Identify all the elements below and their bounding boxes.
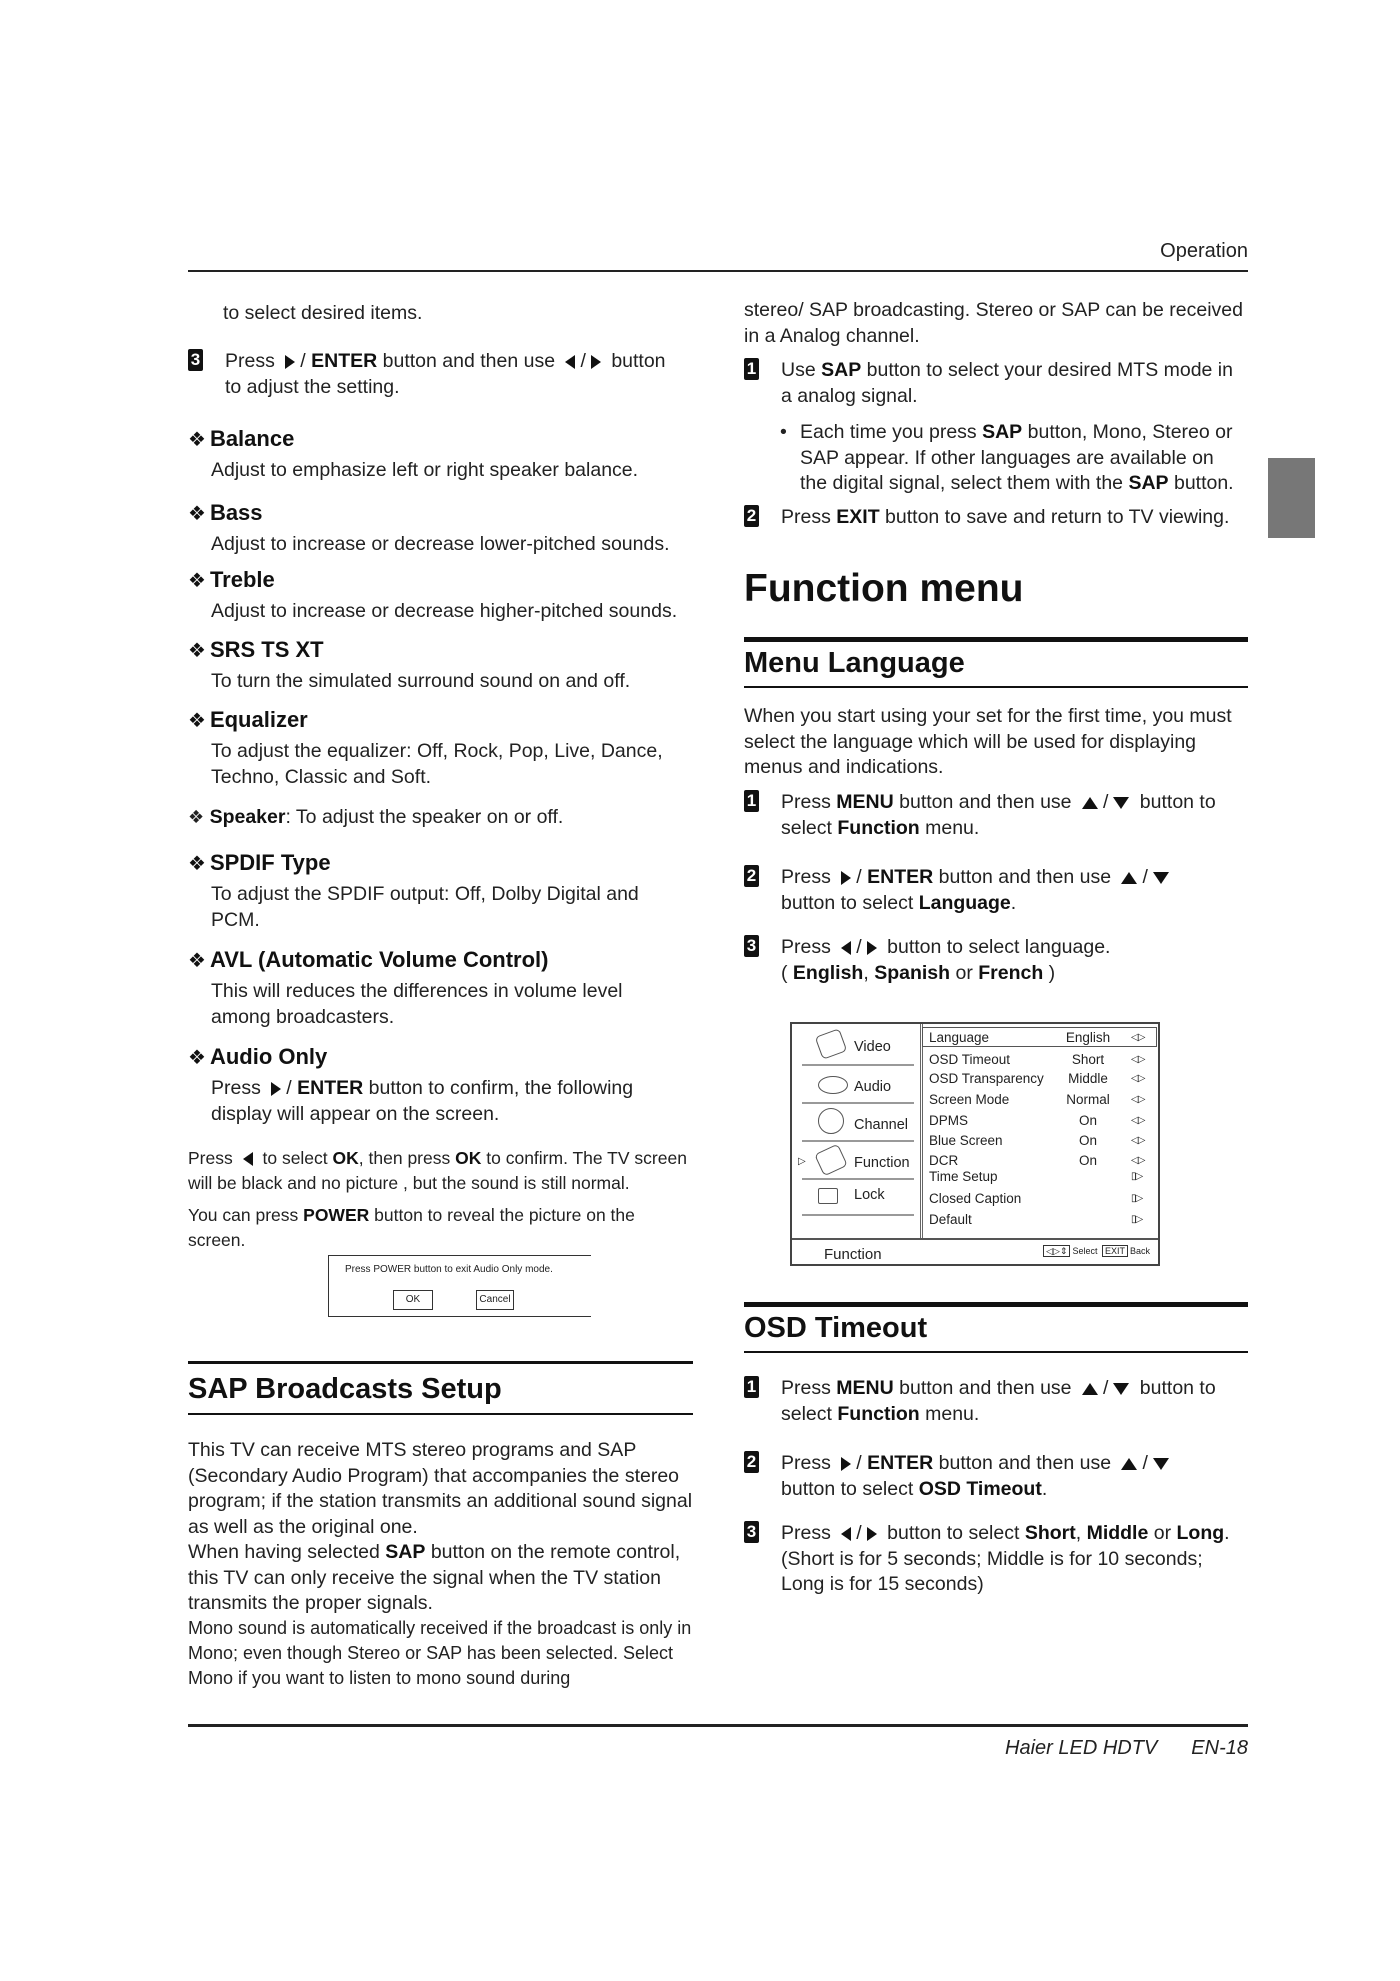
right-arrow-icon — [867, 1527, 877, 1541]
enter-key: ENTER — [311, 350, 378, 372]
navigate-arrows-icon: ◁▷⇕ — [1043, 1245, 1070, 1257]
step-text: Press — [225, 350, 275, 372]
up-arrow-icon — [1082, 797, 1098, 809]
tv-function-menu — [790, 1022, 1160, 1266]
right-arrow-icon — [867, 941, 877, 955]
tv-nav-channel[interactable]: Channel — [800, 1106, 918, 1140]
tv-menu-row[interactable]: OSD Timeout Short ◁▷ — [929, 1052, 1145, 1067]
nav-divider — [802, 1064, 914, 1066]
right-column — [744, 0, 1248, 1700]
nav-divider — [802, 1214, 914, 1216]
up-arrow-icon — [1121, 1458, 1137, 1470]
enter-submenu-icon: ▯▷ — [1131, 1193, 1143, 1204]
right-arrow-icon — [591, 355, 601, 369]
channel-icon — [818, 1108, 844, 1134]
diamond-icon: ❖ — [188, 503, 206, 525]
spdif-desc: To adjust the SPDIF output: Off, Dolby Digital and PCM. — [211, 883, 639, 931]
tv-nav-lock[interactable]: Lock — [800, 1176, 918, 1210]
enter-submenu-icon: ▯▷ — [1131, 1171, 1143, 1182]
lock-icon — [818, 1188, 838, 1204]
adjust-arrows-icon: ◁▷ — [1131, 1032, 1145, 1043]
tv-menu-row[interactable]: Blue Screen On ◁▷ — [929, 1133, 1145, 1148]
left-arrow-icon — [841, 1527, 851, 1541]
diamond-icon: ❖ — [188, 950, 206, 972]
treble-desc: Adjust to increase or decrease higher-pitched sounds. — [211, 600, 678, 622]
avl-desc: This will reduces the differences in volume level among broadcasters. — [211, 980, 623, 1028]
diamond-icon: ❖ — [188, 710, 206, 732]
step-number: 1 — [744, 358, 759, 380]
step-number: 3 — [188, 349, 203, 371]
intro-text: to select desired items. — [223, 302, 423, 324]
sap-continued: stereo/ SAP broadcasting. Stereo or SAP can be received in a Analog channel. — [744, 299, 1243, 347]
video-icon — [815, 1028, 848, 1059]
osd-step-3: 3 Press / button to select Short, Middle or Long. (Short is for 5 seconds; Middle is for 10 seconds; Long is for 15 seconds) — [744, 1521, 1247, 1598]
audio-only-title: ❖ Audio Only — [188, 1044, 328, 1069]
language-step-1: 1 Press MENU button and then use / button to select Function menu. — [744, 790, 1247, 841]
step-number: 3 — [744, 1521, 759, 1543]
step-3: 3 Press / ENTER button and then use / button to adjust the setting. — [188, 349, 695, 400]
nav-divider — [802, 1102, 914, 1104]
diamond-icon: ❖ — [188, 570, 206, 592]
audio-only-dialog — [328, 1255, 591, 1317]
tv-menu-rows — [923, 1024, 1158, 1238]
chapter-tab — [1268, 458, 1315, 538]
tv-menu-row[interactable]: Language English ◁▷ — [922, 1027, 1157, 1047]
left-column — [188, 0, 693, 1700]
adjust-arrows-icon: ◁▷ — [1131, 1094, 1145, 1105]
menu-language-heading: Menu Language — [744, 647, 965, 679]
product-name: Haier LED HDTV — [1005, 1737, 1158, 1759]
sap-heading: SAP Broadcasts Setup — [188, 1373, 502, 1405]
step-number: 2 — [744, 865, 759, 887]
tv-menu-row[interactable]: Default ▯▷ — [929, 1212, 1143, 1227]
sap-bullet: • Each time you press SAP button, Mono, Stereo or SAP appear. If other languages are available on the digital signal, select them with the SAP button. — [780, 421, 1234, 495]
sap-paragraph-1: This TV can receive MTS stereo programs and SAP (Secondary Audio Program) that accompanies the stereo program; if the station transmits an additional sound signal as well as the original one. — [188, 1439, 693, 1539]
sap-heading-underline — [188, 1413, 693, 1415]
tv-nav-audio[interactable]: Audio — [800, 1068, 918, 1102]
tv-menu-row[interactable]: DCR On ◁▷ — [929, 1153, 1145, 1168]
tv-menu-row[interactable]: DPMS On ◁▷ — [929, 1113, 1145, 1128]
step-number: 3 — [744, 935, 759, 957]
right-arrow-icon — [841, 871, 851, 885]
menu-language-bar — [744, 637, 1248, 642]
up-arrow-icon — [1121, 872, 1137, 884]
dialog-message: Press POWER button to exit Audio Only mode. — [345, 1264, 553, 1275]
tv-menu-hint: ◁▷⇕ Select EXIT Back — [1041, 1246, 1150, 1258]
step-number: 2 — [744, 1451, 759, 1473]
menu-language-intro: When you start using your set for the first time, you must select the language which will be used for displaying menus and indications. — [744, 705, 1232, 779]
left-arrow-icon — [841, 941, 851, 955]
bullet-icon: • — [780, 421, 787, 443]
osd-timeout-underline — [744, 1351, 1248, 1353]
step-number: 2 — [744, 505, 759, 527]
bass-title: ❖ Bass — [188, 500, 263, 525]
tv-menu-row[interactable]: Screen Mode Normal ◁▷ — [929, 1092, 1145, 1107]
sap-step-1: 1 Use SAP button to select your desired MTS mode in a analog signal. — [744, 358, 1247, 409]
osd-step-2: 2 Press / ENTER button and then use / button to select OSD Timeout. — [744, 1451, 1247, 1502]
treble-title: ❖ Treble — [188, 567, 275, 592]
adjust-arrows-icon: ◁▷ — [1131, 1155, 1145, 1166]
step-number: 1 — [744, 1376, 759, 1398]
adjust-arrows-icon: ◁▷ — [1131, 1115, 1145, 1126]
tv-menu-row[interactable]: Closed Caption ▯▷ — [929, 1191, 1143, 1206]
spdif-title: ❖ SPDIF Type — [188, 850, 331, 875]
down-arrow-icon — [1153, 1458, 1169, 1470]
nav-divider — [802, 1140, 914, 1142]
bass-desc: Adjust to increase or decrease lower-pitched sounds. — [211, 533, 670, 555]
down-arrow-icon — [1113, 797, 1129, 809]
sap-step-2: 2 Press EXIT button to save and return to TV viewing. — [744, 505, 1247, 531]
left-arrow-icon — [565, 355, 575, 369]
language-step-2: 2 Press / ENTER button and then use / button to select Language. — [744, 865, 1247, 916]
exit-key: EXIT — [1102, 1245, 1128, 1257]
diamond-icon: ❖ — [188, 853, 206, 875]
balance-title: ❖ Balance — [188, 426, 295, 451]
tv-menu-footer-title: Function — [824, 1246, 882, 1263]
right-arrow-icon — [285, 355, 295, 369]
up-arrow-icon — [1082, 1383, 1098, 1395]
balance-desc: Adjust to emphasize left or right speaker balance. — [211, 459, 639, 481]
tv-nav-video[interactable]: Video — [800, 1028, 918, 1062]
section-title: Operation — [1160, 240, 1248, 262]
adjust-arrows-icon: ◁▷ — [1131, 1073, 1145, 1084]
tv-nav-function[interactable]: ▷ Function — [800, 1144, 918, 1178]
speaker-line: ❖ Speaker: To adjust the speaker on or off. — [188, 806, 564, 828]
footer-rule — [188, 1724, 1248, 1727]
osd-timeout-bar — [744, 1302, 1248, 1307]
ok-button[interactable]: OK — [393, 1290, 433, 1310]
menu-language-underline — [744, 686, 1248, 688]
osd-step-1: 1 Press MENU button and then use / button to select Function menu. — [744, 1376, 1247, 1427]
tv-menu-nav — [792, 1024, 923, 1238]
language-step-3: 3 Press / button to select language. ( English, Spanish or French ) — [744, 935, 1247, 986]
sap-paragraph-3: Mono sound is automatically received if the broadcast is only in Mono; even though Stereo or SAP has been selected. Select Mono if you want to listen to mono sound during — [188, 1618, 692, 1688]
down-arrow-icon — [1153, 872, 1169, 884]
left-arrow-icon — [243, 1152, 253, 1166]
right-arrow-icon — [271, 1082, 281, 1096]
step-number: 1 — [744, 790, 759, 812]
diamond-icon: ❖ — [188, 1047, 206, 1069]
right-arrow-icon — [841, 1457, 851, 1471]
sap-paragraph-2: When having selected SAP button on the remote control, this TV can only receive the signal when the TV station transmits the proper signals. — [188, 1541, 681, 1615]
selected-triangle-icon: ▷ — [798, 1156, 806, 1167]
avl-title: ❖ AVL (Automatic Volume Control) — [188, 947, 549, 972]
page-footer — [1005, 1735, 1248, 1761]
adjust-arrows-icon: ◁▷ — [1131, 1135, 1145, 1146]
cancel-button[interactable]: Cancel — [476, 1290, 514, 1310]
diamond-icon: ❖ — [188, 429, 206, 451]
sap-heading-bar — [188, 1361, 693, 1364]
srs-desc: To turn the simulated surround sound on and off. — [211, 670, 631, 692]
tv-menu-footer — [792, 1238, 1158, 1266]
page-number: EN-18 — [1191, 1737, 1248, 1759]
power-note: You can press POWER button to reveal the picture on the screen. — [188, 1205, 635, 1251]
tv-menu-row[interactable]: Time Setup ▯▷ — [929, 1169, 1143, 1184]
adjust-arrows-icon: ◁▷ — [1131, 1054, 1145, 1065]
function-menu-heading: Function menu — [744, 567, 1024, 610]
audio-icon — [818, 1076, 848, 1094]
down-arrow-icon — [1113, 1383, 1129, 1395]
function-icon — [814, 1144, 848, 1177]
audio-only-note: Press to select OK, then press OK to confirm. The TV screen will be black and no picture , but the sound is still normal. — [188, 1148, 687, 1194]
enter-submenu-icon: ▯▷ — [1131, 1214, 1143, 1225]
diamond-icon: ❖ — [188, 640, 206, 662]
equalizer-title: ❖ Equalizer — [188, 707, 308, 732]
equalizer-desc: To adjust the equalizer: Off, Rock, Pop, Live, Dance, Techno, Classic and Soft. — [211, 740, 663, 788]
diamond-icon: ❖ — [188, 807, 205, 827]
tv-menu-row[interactable]: OSD Transparency Middle ◁▷ — [929, 1071, 1145, 1086]
srs-title: ❖ SRS TS XT — [188, 637, 324, 662]
osd-timeout-heading: OSD Timeout — [744, 1312, 928, 1344]
audio-only-desc: Press / ENTER button to confirm, the following display will appear on the screen. — [211, 1077, 634, 1125]
